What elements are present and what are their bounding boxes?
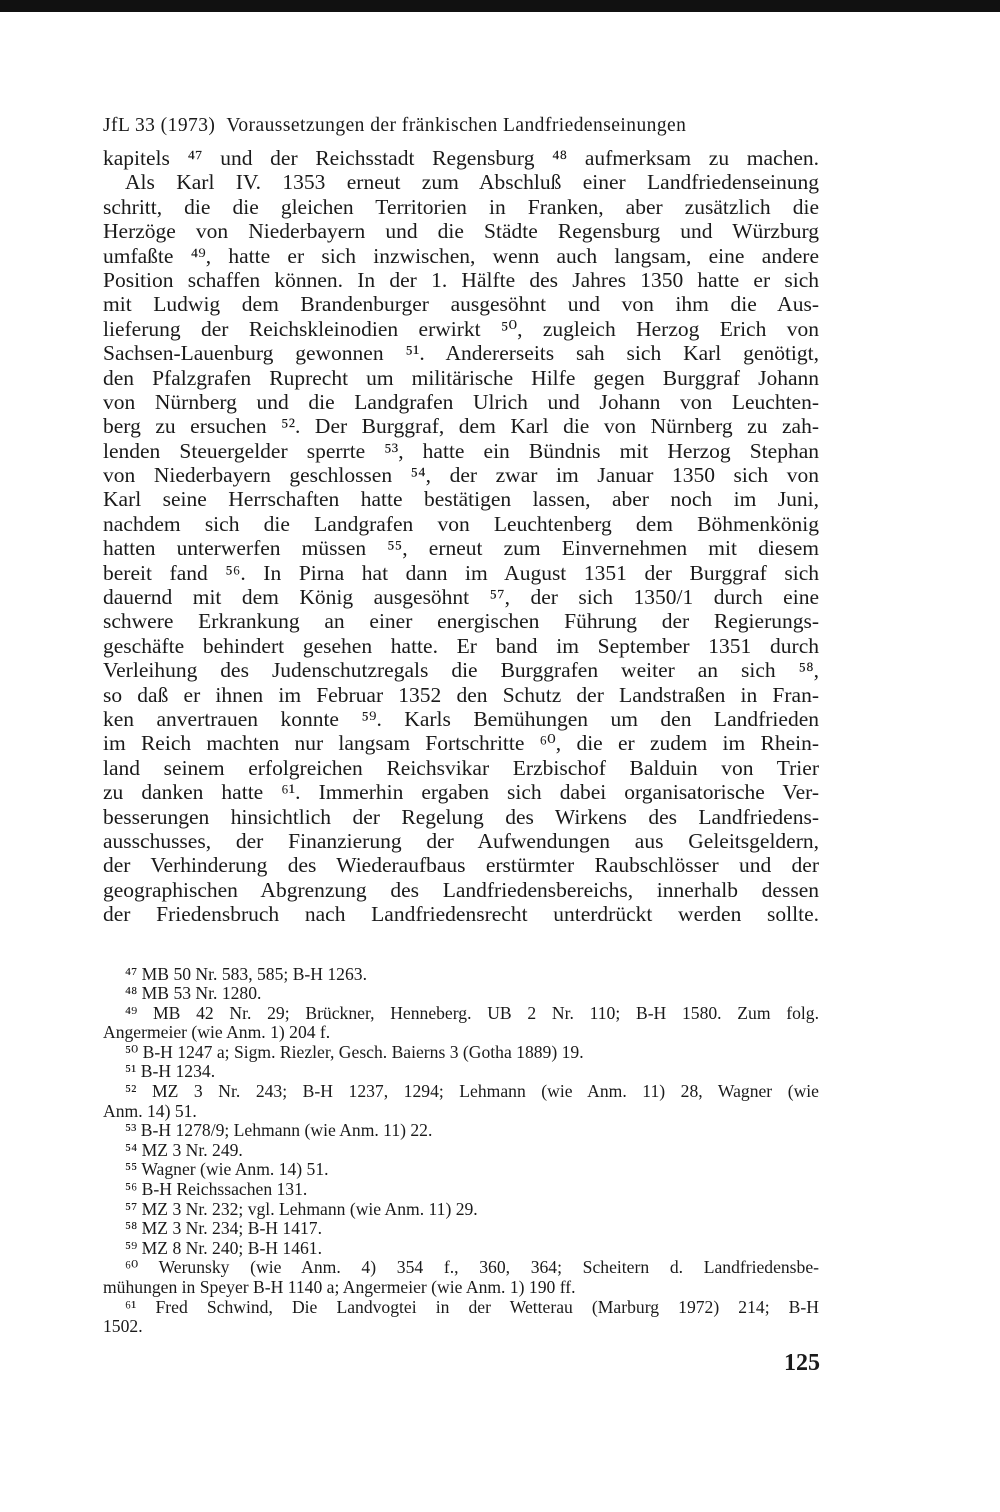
body-line: Position schaffen können. In der 1. Hälfte des Jahres 1350 hatte er sich [103,267,819,292]
body-line: kapitels ⁴⁷ und der Reichsstadt Regensburg ⁴⁸ aufmerksam zu machen. [103,146,819,170]
body-line: von Niederbayern geschlossen ⁵⁴, der zwar im Januar 1350 sich von [103,463,819,488]
body-line: Karl seine Herrschaften hatte bestätigen lassen, aber noch im Juni, [103,487,819,512]
footnote-line: ⁵⁹ MZ 8 Nr. 240; B-H 1461. [125,1237,323,1258]
footnote-line: ⁵⁴ MZ 3 Nr. 249. [125,1139,243,1160]
footnote-line: 1502. [103,1316,143,1337]
footnote-line: ⁶⁰ Werunsky (wie Anm. 4) 354 f., 360, 364; Scheitern d. Landfriedensbe- [125,1257,819,1278]
running-title: Voraussetzungen der fränkischen Landfriedenseinungen [226,115,687,136]
body-line: Als Karl IV. 1353 erneut zum Abschluß einer Landfriedenseinung [125,170,819,195]
footnote-line: ⁴⁸ MB 53 Nr. 1280. [125,983,262,1004]
body-line: Sachsen-Lauenburg gewonnen ⁵¹. Andererseits sah sich Karl genötigt, [103,341,819,366]
body-line: land seinem erfolgreichen Reichsvikar Erzbischof Balduin von Trier [103,755,819,780]
footnote-line: ⁵⁶ B-H Reichssachen 131. [125,1179,308,1200]
journal-citation: JfL 33 (1973) [103,115,216,136]
body-line: berg zu ersuchen ⁵². Der Burggraf, dem Karl die von Nürnberg zu zah- [103,414,819,439]
footnote-line: ⁴⁹ MB 42 Nr. 29; Brückner, Henneberg. UB 2 Nr. 110; B-H 1580. Zum folg. [125,1002,819,1023]
body-line: hatten unterwerfen müssen ⁵⁵, erneut zum Einvernehmen mit diesem [103,536,819,561]
body-line: umfaßte ⁴⁹, hatte er sich inzwischen, wenn auch langsam, eine andere [103,243,819,268]
body-line: zu danken hatte ⁶¹. Immerhin ergaben sich dabei organisatorische Ver- [103,780,819,805]
footnote-line: ⁵¹ B-H 1234. [125,1061,216,1082]
footnote-line: ⁵² MZ 3 Nr. 243; B-H 1237, 1294; Lehmann (wie Anm. 11) 28, Wagner (wie [125,1081,819,1102]
body-line: besserungen hinsichtlich der Regelung des Wirkens des Landfriedens- [103,804,819,829]
body-line: dauernd mit dem König ausgesöhnt ⁵⁷, der sich 1350/1 durch eine [103,585,819,610]
body-text [103,146,819,927]
footnote-line: ⁵⁷ MZ 3 Nr. 232; vgl. Lehmann (wie Anm. 11) 29. [125,1198,478,1219]
body-line: so daß er ihnen im Februar 1352 den Schutz der Landstraßen in Fran- [103,682,819,707]
running-head [103,112,819,140]
body-line: nachdem sich die Landgrafen von Leuchtenberg dem Böhmenkönig [103,511,819,536]
body-line: Verleihung des Judenschutzregals die Burggrafen weiter an sich ⁵⁸, [103,658,819,683]
body-line: mit Ludwig dem Brandenburger ausgesöhnt und von ihm die Aus- [103,292,819,317]
body-line: geographischen Abgrenzung des Landfriedensbereichs, innerhalb dessen [103,877,819,902]
footnote-line: Anm. 14) 51. [103,1100,197,1121]
body-line: der Friedensbruch nach Landfriedensrecht unterdrückt werden sollte. [103,902,819,927]
body-line: der Verhinderung des Wiederaufbaus erstürmter Raubschlösser und der [103,853,819,878]
body-line: ken anvertrauen konnte ⁵⁹. Karls Bemühungen um den Landfrieden [103,706,819,731]
scan-top-border [0,0,1000,12]
body-line: Herzöge von Niederbayern und die Städte Regensburg und Würzburg [103,219,819,244]
body-line: im Reich machten nur langsam Fortschritte ⁶⁰, die er zudem im Rhein- [103,731,819,756]
body-line: ausschusses, der Finanzierung der Aufwendungen aus Geleitsgeldern, [103,828,819,853]
footnote-line: ⁵⁸ MZ 3 Nr. 234; B-H 1417. [125,1218,323,1239]
footnote-line: Angermeier (wie Anm. 1) 204 f. [103,1022,331,1043]
body-line: schritt, die die gleichen Territorien in Franken, aber zusätzlich die [103,194,819,219]
body-line: geschäfte behindert gesehen hatte. Er band im September 1351 durch [103,633,819,658]
body-line: von Nürnberg und die Landgrafen Ulrich und Johann von Leuchten- [103,389,819,414]
body-line: lenden Steuergelder sperrte ⁵³, hatte ein Bündnis mit Herzog Stephan [103,438,819,463]
body-line: den Pfalzgrafen Ruprecht um militärische Hilfe gegen Burggraf Johann [103,365,819,390]
footnote-line: ⁵⁰ B-H 1247 a; Sigm. Riezler, Gesch. Baierns 3 (Gotha 1889) 19. [125,1041,584,1062]
footnote-line: mühungen in Speyer B-H 1140 a; Angermeier (wie Anm. 1) 190 ff. [103,1277,576,1297]
body-line: lieferung der Reichskleinodien erwirkt ⁵⁰, zugleich Herzog Erich von [103,316,819,341]
body-line: bereit fand ⁵⁶. In Pirna hat dann im August 1351 der Burggraf sich [103,560,819,585]
footnote-line: ⁶¹ Fred Schwind, Die Landvogtei in der Wetterau (Marburg 1972) 214; B-H [125,1296,819,1317]
page-number: 125 [784,1350,820,1376]
footnotes [103,965,819,1337]
footnote-line: ⁴⁷ MB 50 Nr. 583, 585; B-H 1263. [125,963,367,984]
footnote-line: ⁵⁵ Wagner (wie Anm. 14) 51. [125,1159,329,1180]
body-line: schwere Erkrankung an einer energischen Führung der Regierungs- [103,609,819,634]
footnote-line: ⁵³ B-H 1278/9; Lehmann (wie Anm. 11) 22. [125,1120,433,1141]
page-content [103,112,819,1337]
